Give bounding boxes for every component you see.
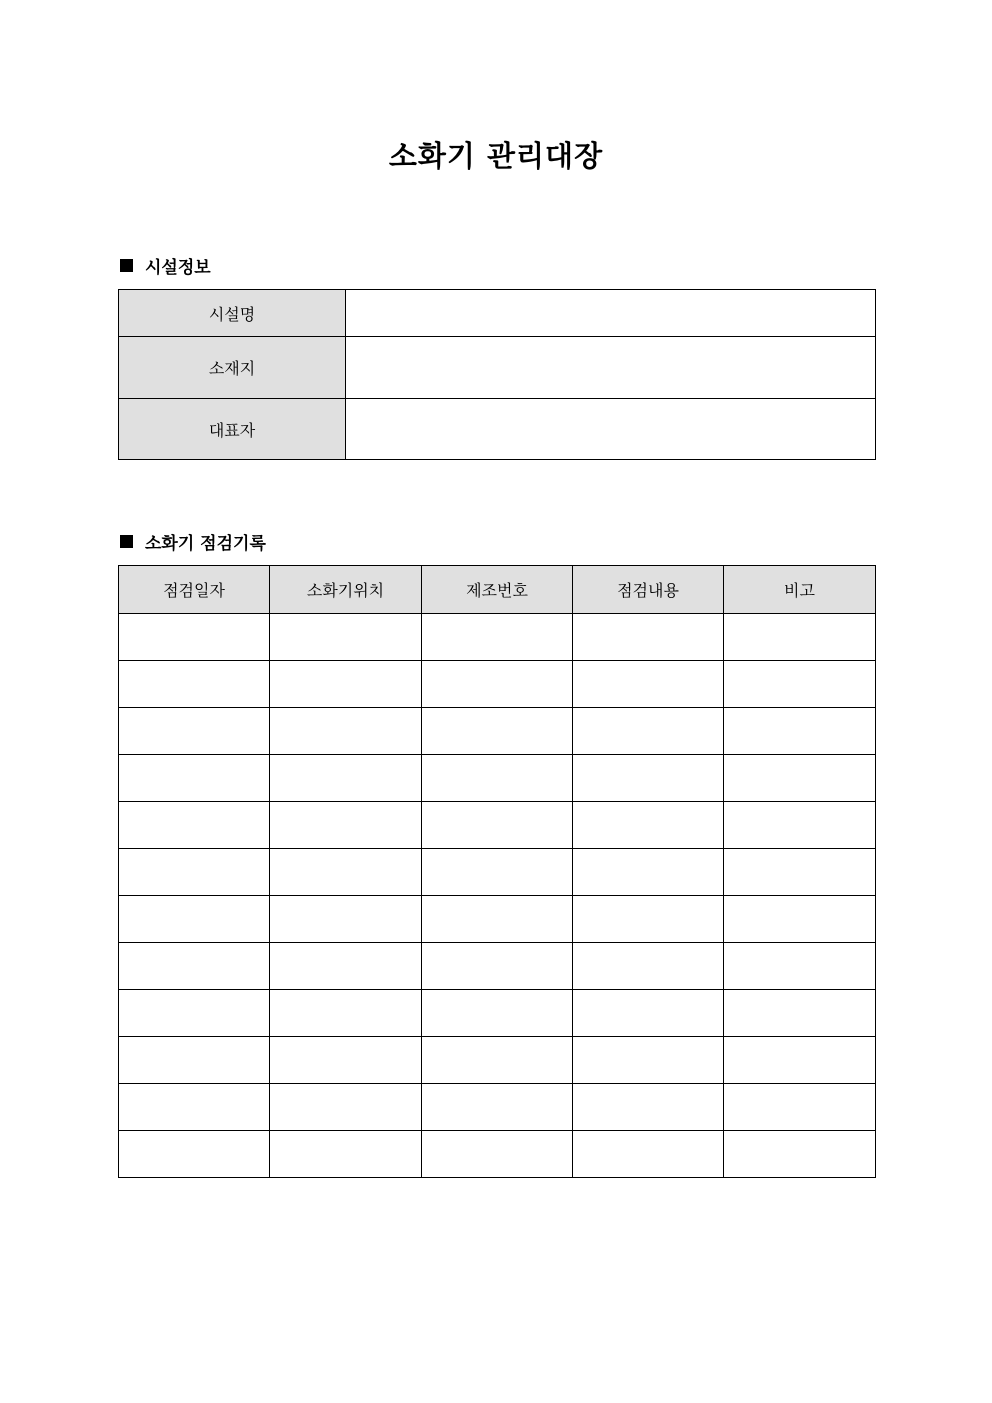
cell-serial-number[interactable] — [422, 708, 573, 755]
table-row — [119, 708, 876, 755]
cell-extinguisher-location[interactable] — [270, 661, 422, 708]
cell-serial-number[interactable] — [422, 849, 573, 896]
table-row — [119, 614, 876, 661]
cell-inspection-date[interactable] — [119, 1037, 270, 1084]
cell-inspection-details[interactable] — [573, 1037, 724, 1084]
cell-inspection-details[interactable] — [573, 896, 724, 943]
cell-remarks[interactable] — [724, 802, 876, 849]
cell-extinguisher-location[interactable] — [270, 755, 422, 802]
cell-inspection-date[interactable] — [119, 896, 270, 943]
cell-serial-number[interactable] — [422, 1084, 573, 1131]
cell-serial-number[interactable] — [422, 755, 573, 802]
facility-representative-value[interactable] — [346, 399, 876, 460]
cell-serial-number[interactable] — [422, 896, 573, 943]
cell-remarks[interactable] — [724, 661, 876, 708]
facility-row-representative — [119, 399, 876, 460]
facility-name-label: 시설명 — [119, 290, 346, 337]
cell-extinguisher-location[interactable] — [270, 1084, 422, 1131]
cell-extinguisher-location[interactable] — [270, 943, 422, 990]
cell-serial-number[interactable] — [422, 943, 573, 990]
cell-remarks[interactable] — [724, 1131, 876, 1178]
facility-name-value[interactable] — [346, 290, 876, 337]
cell-remarks[interactable] — [724, 1037, 876, 1084]
table-row — [119, 802, 876, 849]
facility-address-value[interactable] — [346, 337, 876, 399]
facility-section-heading — [118, 253, 211, 277]
cell-inspection-date[interactable] — [119, 943, 270, 990]
cell-inspection-details[interactable] — [573, 990, 724, 1037]
cell-remarks[interactable] — [724, 614, 876, 661]
table-row — [119, 661, 876, 708]
record-table-body — [119, 614, 876, 1178]
cell-inspection-date[interactable] — [119, 614, 270, 661]
cell-extinguisher-location[interactable] — [270, 1037, 422, 1084]
record-section-title: 소화기 점검기록 — [145, 533, 266, 554]
cell-inspection-details[interactable] — [573, 802, 724, 849]
cell-extinguisher-location[interactable] — [270, 708, 422, 755]
inspection-record-table — [118, 565, 876, 1178]
table-row — [119, 896, 876, 943]
cell-inspection-details[interactable] — [573, 1084, 724, 1131]
cell-serial-number[interactable] — [422, 661, 573, 708]
table-row — [119, 849, 876, 896]
table-row — [119, 1037, 876, 1084]
cell-inspection-details[interactable] — [573, 849, 724, 896]
cell-extinguisher-location[interactable] — [270, 1131, 422, 1178]
cell-inspection-date[interactable] — [119, 802, 270, 849]
cell-remarks[interactable] — [724, 755, 876, 802]
facility-row-address — [119, 337, 876, 399]
facility-section-title: 시설정보 — [145, 257, 211, 278]
record-section-heading — [118, 529, 266, 553]
table-row — [119, 1131, 876, 1178]
cell-remarks[interactable] — [724, 990, 876, 1037]
square-bullet-icon — [120, 535, 133, 548]
cell-extinguisher-location[interactable] — [270, 614, 422, 661]
table-row — [119, 755, 876, 802]
cell-inspection-date[interactable] — [119, 990, 270, 1037]
cell-inspection-date[interactable] — [119, 708, 270, 755]
cell-serial-number[interactable] — [422, 802, 573, 849]
facility-row-name — [119, 290, 876, 337]
cell-extinguisher-location[interactable] — [270, 849, 422, 896]
column-header-remarks: 비고 — [724, 566, 876, 614]
cell-inspection-date[interactable] — [119, 1084, 270, 1131]
cell-serial-number[interactable] — [422, 1131, 573, 1178]
cell-inspection-date[interactable] — [119, 661, 270, 708]
cell-serial-number[interactable] — [422, 614, 573, 661]
table-row — [119, 943, 876, 990]
cell-inspection-details[interactable] — [573, 1131, 724, 1178]
cell-remarks[interactable] — [724, 943, 876, 990]
cell-extinguisher-location[interactable] — [270, 802, 422, 849]
cell-inspection-date[interactable] — [119, 849, 270, 896]
column-header-extinguisher-location: 소화기위치 — [270, 566, 422, 614]
cell-inspection-details[interactable] — [573, 943, 724, 990]
cell-serial-number[interactable] — [422, 990, 573, 1037]
cell-remarks[interactable] — [724, 849, 876, 896]
cell-inspection-details[interactable] — [573, 755, 724, 802]
table-row — [119, 1084, 876, 1131]
cell-remarks[interactable] — [724, 708, 876, 755]
cell-inspection-details[interactable] — [573, 661, 724, 708]
table-row — [119, 990, 876, 1037]
cell-remarks[interactable] — [724, 1084, 876, 1131]
record-header-row — [119, 566, 876, 614]
cell-extinguisher-location[interactable] — [270, 990, 422, 1037]
column-header-inspection-details: 점검내용 — [573, 566, 724, 614]
cell-inspection-details[interactable] — [573, 614, 724, 661]
facility-address-label: 소재지 — [119, 337, 346, 399]
facility-representative-label: 대표자 — [119, 399, 346, 460]
cell-inspection-date[interactable] — [119, 755, 270, 802]
cell-remarks[interactable] — [724, 896, 876, 943]
cell-serial-number[interactable] — [422, 1037, 573, 1084]
square-bullet-icon — [120, 259, 133, 272]
column-header-serial-number: 제조번호 — [422, 566, 573, 614]
cell-inspection-date[interactable] — [119, 1131, 270, 1178]
document-title: 소화기 관리대장 — [388, 139, 604, 173]
cell-inspection-details[interactable] — [573, 708, 724, 755]
facility-info-table — [118, 289, 876, 460]
cell-extinguisher-location[interactable] — [270, 896, 422, 943]
column-header-inspection-date: 점검일자 — [119, 566, 270, 614]
